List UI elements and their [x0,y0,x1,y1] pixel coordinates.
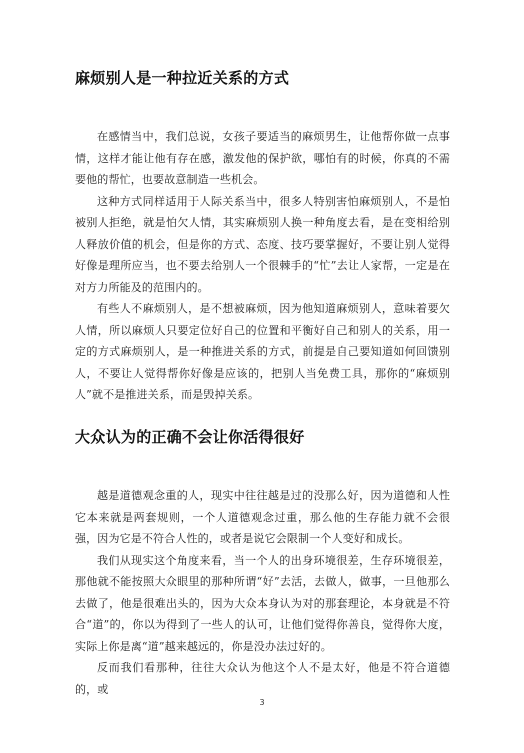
paragraph: 这种方式同样适用于人际关系当中，很多人特别害怕麻烦别人，不是怕被别人拒绝，就是怕欠人情，其实麻烦别人换一种角度去看，是在变相给别人释放价值的机会，但是你的方式、态度、技巧要掌握好，不要让别人觉得好像是理所应当，也不要去给别人一个很棘手的“忙”去让人家帮，一定是在对方力所能及的范围内的。 [75,194,450,294]
paragraph: 有些人不麻烦别人，是不想被麻烦，因为他知道麻烦别人，意味着要欠人情，所以麻烦人只要定位好自己的位置和平衡好自己和别人的关系，用一定的方式麻烦别人，是一种推进关系的方式，前提是自己要知道如何回馈别人，不要让人觉得帮你好像是应该的，把别人当免费工具，那你的“麻烦别人”就不是推进关系，而是毁掉关系。 [75,302,450,401]
paragraph: 我们从现实这个角度来看，当一个人的出身环境很差，生存环境很差，那他就不能按照大众眼里的那种所谓“好”去活，去做人，做事，一旦他那么去做了，他是很难出头的，因为大众本身认为对的那套理论，本身就是不符合“道”的，你以为得到了一些人的认可，让他们觉得你善良，觉得你大度，实际上你是离“道”越来越远的，你是没办法过好的。 [75,553,450,653]
paragraph: 越是道德观念重的人，现实中往往越是过的没那么好，因为道德和人性它本来就是两套规则，一个人道德观念过重，那么他的生存能力就不会很强，因为它是不符合人性的，或者是说它会限制一个人变好和成长。 [75,489,450,545]
section-body [75,126,450,406]
section-2 [75,427,450,696]
page-number: 3 [259,698,265,707]
section-1 [75,68,450,401]
paragraph: 在感情当中，我们总说，女孩子要适当的麻烦男生，让他帮你做一点事情，这样才能让他有存在感，激发他的保护欲，哪怕有的时候，你真的不需要他的帮忙，也要故意制造一些机会。 [75,130,450,186]
section-body [75,485,450,700]
section-heading: 麻烦别人是一种拉近关系的方式 [75,69,290,87]
section-heading: 大众认为的正确不会让你活得很好 [75,428,305,446]
paragraph: 反而我们看那种，往往大众认为他这个人不是太好，他是不符合道德的，或 [75,661,450,696]
